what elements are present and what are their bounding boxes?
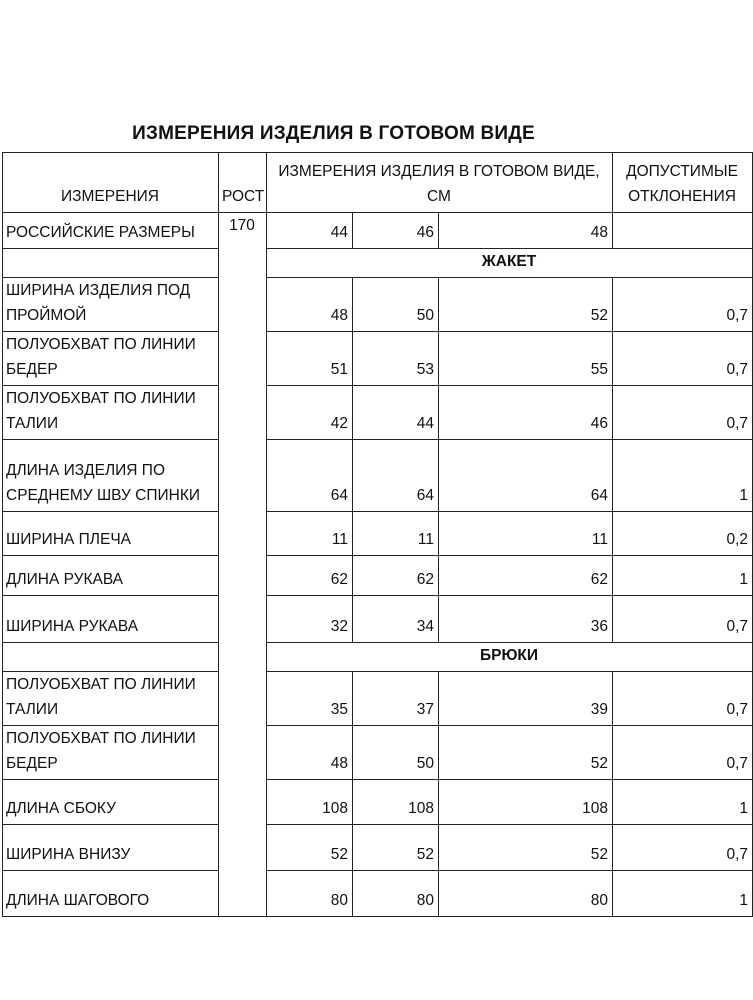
row-value: 64	[439, 440, 613, 512]
row-value: 50	[353, 726, 439, 780]
table-row	[3, 871, 753, 917]
table-row	[3, 332, 753, 386]
growth-value: 170	[219, 213, 267, 917]
row-tolerance: 0,7	[613, 672, 753, 726]
row-value: 62	[439, 556, 613, 596]
row-tolerance: 0,2	[613, 512, 753, 556]
row-value: 53	[353, 332, 439, 386]
row-value: 46	[439, 386, 613, 440]
table-row	[3, 386, 753, 440]
measurements-table	[2, 152, 753, 917]
header-measurements: ИЗМЕРЕНИЯ	[3, 153, 219, 213]
row-tolerance: 0,7	[613, 332, 753, 386]
row-label: ПОЛУОБХВАТ ПО ЛИНИИ ТАЛИИ	[3, 386, 219, 440]
row-value: 52	[353, 825, 439, 871]
row-label: ДЛИНА ШАГОВОГО	[3, 871, 219, 917]
size-value: 44	[267, 213, 353, 249]
row-value: 48	[267, 278, 353, 332]
table-row	[3, 440, 753, 512]
size-tolerance	[613, 213, 753, 249]
row-value: 52	[267, 825, 353, 871]
row-value: 39	[439, 672, 613, 726]
table-row	[3, 825, 753, 871]
table-row	[3, 278, 753, 332]
row-value: 80	[267, 871, 353, 917]
row-value: 108	[267, 780, 353, 825]
table-row	[3, 512, 753, 556]
row-value: 64	[267, 440, 353, 512]
row-tolerance: 1	[613, 440, 753, 512]
section-jacket: ЖАКЕТ	[267, 249, 753, 278]
table-row	[3, 780, 753, 825]
row-label: ШИРИНА РУКАВА	[3, 596, 219, 643]
row-value: 52	[439, 278, 613, 332]
row-value: 50	[353, 278, 439, 332]
row-value: 52	[439, 825, 613, 871]
row-value: 62	[267, 556, 353, 596]
row-label: ДЛИНА СБОКУ	[3, 780, 219, 825]
row-value: 36	[439, 596, 613, 643]
row-value: 80	[439, 871, 613, 917]
row-value: 11	[353, 512, 439, 556]
size-value: 48	[439, 213, 613, 249]
header-finished-measurements: ИЗМЕРЕНИЯ ИЗДЕЛИЯ В ГОТОВОМ ВИДЕ, СМ	[267, 153, 613, 213]
row-value: 37	[353, 672, 439, 726]
section-trousers: БРЮКИ	[267, 643, 753, 672]
row-value: 44	[353, 386, 439, 440]
row-tolerance: 0,7	[613, 825, 753, 871]
row-value: 32	[267, 596, 353, 643]
row-tolerance: 0,7	[613, 596, 753, 643]
row-value: 108	[439, 780, 613, 825]
row-tolerance: 0,7	[613, 278, 753, 332]
page-title: ИЗМЕРЕНИЯ ИЗДЕЛИЯ В ГОТОВОМ ВИДЕ	[132, 123, 535, 144]
sizes-row	[3, 213, 753, 249]
row-label: ПОЛУОБХВАТ ПО ЛИНИИ БЕДЕР	[3, 726, 219, 780]
row-value: 108	[353, 780, 439, 825]
row-label: ПОЛУОБХВАТ ПО ЛИНИИ ТАЛИИ	[3, 672, 219, 726]
row-value: 42	[267, 386, 353, 440]
row-value: 35	[267, 672, 353, 726]
table-row	[3, 726, 753, 780]
row-value: 34	[353, 596, 439, 643]
section-row-trousers	[3, 643, 753, 672]
row-value: 11	[439, 512, 613, 556]
row-label: ШИРИНА ИЗДЕЛИЯ ПОД ПРОЙМОЙ	[3, 278, 219, 332]
row-label: ШИРИНА ВНИЗУ	[3, 825, 219, 871]
row-value: 55	[439, 332, 613, 386]
row-value: 11	[267, 512, 353, 556]
section-label-spacer	[3, 249, 219, 278]
header-row	[3, 153, 753, 213]
row-label: ПОЛУОБХВАТ ПО ЛИНИИ БЕДЕР	[3, 332, 219, 386]
row-tolerance: 1	[613, 556, 753, 596]
table-row	[3, 672, 753, 726]
section-row-jacket	[3, 249, 753, 278]
row-tolerance: 1	[613, 780, 753, 825]
row-tolerance: 0,7	[613, 386, 753, 440]
row-value: 52	[439, 726, 613, 780]
row-tolerance: 1	[613, 871, 753, 917]
header-tolerance: ДОПУСТИМЫЕ ОТКЛОНЕНИЯ	[613, 153, 753, 213]
row-value: 64	[353, 440, 439, 512]
row-label: ДЛИНА ИЗДЕЛИЯ ПО СРЕДНЕМУ ШВУ СПИНКИ	[3, 440, 219, 512]
size-value: 46	[353, 213, 439, 249]
table-row	[3, 596, 753, 643]
row-value: 48	[267, 726, 353, 780]
sizes-label: РОССИЙСКИЕ РАЗМЕРЫ	[3, 213, 219, 249]
row-value: 62	[353, 556, 439, 596]
row-label: ДЛИНА РУКАВА	[3, 556, 219, 596]
row-tolerance: 0,7	[613, 726, 753, 780]
row-label: ШИРИНА ПЛЕЧА	[3, 512, 219, 556]
table-row	[3, 556, 753, 596]
section-label-spacer	[3, 643, 219, 672]
header-height: РОСТ	[219, 153, 267, 213]
row-value: 51	[267, 332, 353, 386]
row-value: 80	[353, 871, 439, 917]
